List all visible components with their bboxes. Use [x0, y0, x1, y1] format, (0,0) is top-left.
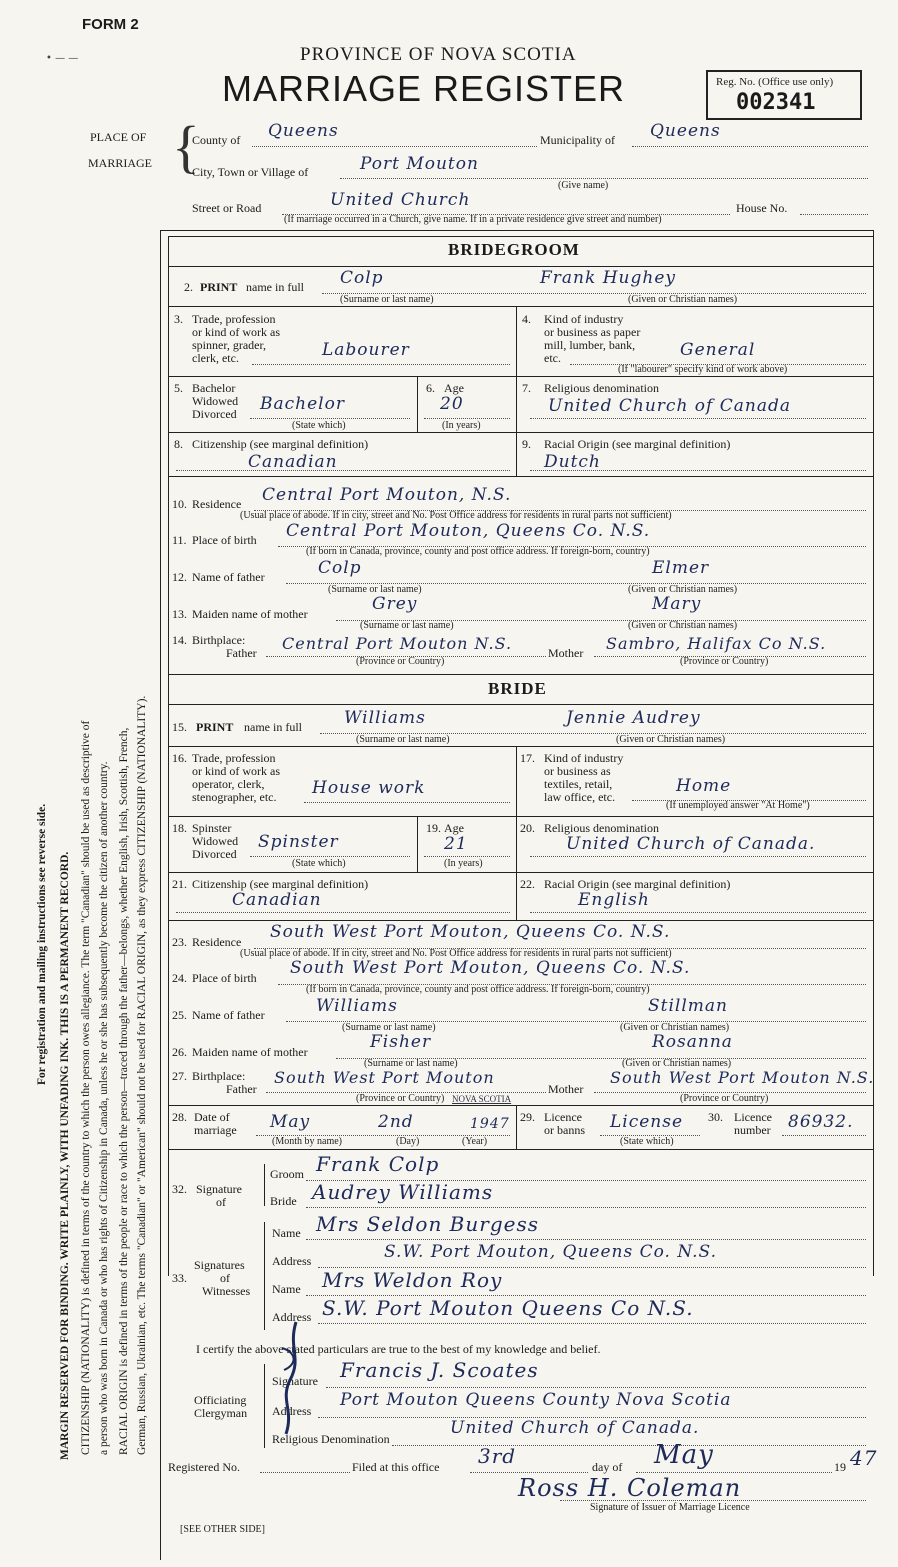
b-bp-mother-caption: (Province or Country) [680, 1093, 769, 1104]
s-w2-name-label: Name [272, 1282, 301, 1296]
b-mother-birthplace: South West Port Mouton N.S. [610, 1068, 875, 1087]
g-ind-l3: mill, lumber, bank, [544, 338, 636, 352]
g-item-8-num: 8. [174, 437, 183, 451]
g-item-5-num: 5. [174, 381, 183, 395]
b-status-l3: Divorced [192, 847, 237, 861]
g-race-label: Racial Origin (see marginal definition) [544, 437, 731, 451]
g-age-caption: (In years) [442, 420, 481, 431]
g-religion-label: Religious denomination [544, 381, 659, 395]
filed-month: May [654, 1440, 714, 1470]
b-ind-l1: Kind of industry [544, 751, 624, 765]
section-bride: BRIDE [488, 679, 547, 698]
b-race-label: Racial Origin (see marginal definition) [544, 877, 731, 891]
g-status-l2: Widowed [192, 394, 239, 408]
g-mother-birthplace: Sambro, Halifax Co N.S. [606, 634, 827, 653]
g-age-label: Age [444, 381, 464, 395]
municipality-label: Municipality of [540, 133, 615, 147]
s-bride-label: Bride [270, 1194, 297, 1208]
s-witness1-name: Mrs Seldon Burgess [316, 1212, 539, 1236]
g-status-l3: Divorced [192, 407, 237, 421]
s-off-l1: Officiating [194, 1393, 247, 1407]
m-licence-number: 86932. [788, 1112, 854, 1132]
b-age-caption: (In years) [444, 858, 483, 869]
g-item-14-num: 14. [172, 633, 187, 647]
sidebar-racial-def-1: RACIAL ORIGIN is defined in terms of the people or race to which the person—traced through the father—belongs, whether English, Irish, Scottish, French, [118, 727, 130, 1455]
g-print-label: PRINT [200, 280, 238, 294]
b-pob-label: Place of birth [192, 971, 257, 985]
s-w1-address-label: Address [272, 1254, 312, 1268]
year-prefix: 19 [834, 1460, 846, 1474]
b-mother-surname: Fisher [370, 1032, 432, 1052]
m-num-l1: Licence [734, 1110, 772, 1124]
g-father-given: Elmer [652, 558, 710, 578]
sidebar-margin-note: MARGIN RESERVED FOR BINDING. WRITE PLAINLY, WITH UNFADING INK. THIS IS A PERMANENT RECORD. [59, 851, 71, 1460]
g-trade-l2: or kind of work as [192, 325, 280, 339]
g-item-11-num: 11. [172, 533, 187, 547]
reg-number-label: Reg. No. (Office use only) [716, 76, 834, 88]
b-surname: Williams [344, 708, 426, 728]
s-witness2-address: S.W. Port Mouton Queens Co N.S. [322, 1296, 694, 1320]
punch-mark: • — — [46, 53, 79, 64]
m-lic-l2: or banns [544, 1123, 585, 1137]
b-mother-s-caption: (Surname or last name) [364, 1058, 458, 1069]
b-item-25-num: 25. [172, 1008, 187, 1022]
b-industry-value: Home [676, 776, 732, 796]
g-father-s-caption: (Surname or last name) [328, 584, 422, 595]
street-label: Street or Road [192, 201, 262, 215]
certify-text: I certify the above stated particulars are true to the best of my knowledge and belief. [196, 1342, 601, 1356]
b-item-21-num: 21. [172, 877, 187, 891]
g-bp-father-caption: (Province or Country) [356, 656, 445, 667]
g-religion-value: United Church of Canada [548, 396, 791, 416]
s-sig-l1: Signature [196, 1182, 242, 1196]
s-w2-address-label: Address [272, 1310, 312, 1324]
pen-flourish-graphic [266, 1318, 312, 1438]
g-ind-l2: or business as paper [544, 325, 641, 339]
g-item-13-num: 13. [172, 607, 187, 621]
g-bp-mother-label: Mother [548, 646, 584, 660]
g-mother-s-caption: (Surname or last name) [360, 620, 454, 631]
m-num-l2: number [734, 1123, 771, 1137]
place-heading-2: MARRIAGE [88, 156, 153, 170]
s-item-32-num: 32. [172, 1182, 187, 1196]
filed-day: 3rd [478, 1444, 517, 1468]
b-item-20-num: 20. [520, 821, 535, 835]
g-item-10-num: 10. [172, 497, 187, 511]
b-bp-father-label: Father [226, 1082, 257, 1096]
g-surname-caption: (Surname or last name) [340, 294, 434, 305]
b-cit-label: Citizenship (see marginal definition) [192, 877, 369, 891]
street-caption: (If marriage occurred in a Church, give name. If in a private residence give street and number) [284, 214, 662, 225]
street-value: United Church [330, 190, 471, 210]
s-clergy-signature: Francis J. Scoates [340, 1358, 539, 1382]
filed-label: Filed at this office [352, 1460, 440, 1474]
b-religion-value: United Church of Canada. [566, 834, 816, 854]
b-trade-value: House work [312, 778, 426, 798]
s-groom-label: Groom [270, 1167, 304, 1181]
b-age-value: 21 [444, 834, 468, 854]
b-residence-label: Residence [192, 935, 242, 949]
reg-number-value: 002341 [736, 90, 816, 115]
b-name-label: name in full [244, 720, 302, 734]
g-pob-caption: (If born in Canada, province, county and post office address. If foreign-born, country) [306, 546, 650, 557]
b-status-value: Spinster [258, 832, 339, 852]
g-residence-caption: (Usual place of abode. If in city, street and No. Post Office address for residents in rural parts not sufficient) [240, 510, 672, 521]
b-trade-l4: stenographer, etc. [192, 790, 277, 804]
frame-left-border [160, 230, 161, 1560]
g-cit-label: Citizenship (see marginal definition) [192, 437, 369, 451]
g-mother-g-caption: (Given or Christian names) [628, 620, 738, 631]
s-bride-signature: Audrey Williams [312, 1180, 494, 1204]
b-ind-l3: textiles, retail, [544, 777, 613, 791]
m-year-caption: (Year) [462, 1136, 488, 1147]
day-of-label: day of [592, 1460, 623, 1474]
g-residence-value: Central Port Mouton, N.S. [262, 485, 512, 505]
b-trade-l3: operator, clerk, [192, 777, 265, 791]
m-date-l2: marriage [194, 1123, 237, 1137]
b-mother-label: Maiden name of mother [192, 1045, 308, 1059]
g-item-6-num: 6. [426, 381, 435, 395]
b-item-23-num: 23. [172, 935, 187, 949]
b-bp-country-stamp: NOVA SCOTIA [452, 1094, 512, 1104]
g-status-value: Bachelor [260, 394, 345, 414]
house-label: House No. [736, 201, 788, 215]
g-status-l1: Bachelor [192, 381, 236, 395]
g-age-value: 20 [440, 394, 464, 414]
g-pob-label: Place of birth [192, 533, 257, 547]
sidebar-citizenship-def-2: a person who was born in Canada or who has rights of Citizenship in Canada, unless he or she has subsequently become the citizen of another country. [98, 761, 110, 1455]
b-citizenship-value: Canadian [232, 890, 322, 910]
municipality-value: Queens [650, 121, 721, 141]
s-clergy-sig-label: Signature [272, 1374, 318, 1388]
s-clergy-religion: United Church of Canada. [450, 1418, 700, 1438]
sidebar-racial-def-2: German, Russian, Ukrainian, etc. The terms "Canadian" or "American" should not be used for RACIAL ORIGIN, as they express CITIZENSHIP (NATIONALITY). [136, 695, 148, 1455]
g-father-label: Name of father [192, 570, 265, 584]
sidebar-instructions: For registration and mailing instructions see reverse side. [36, 803, 48, 1085]
issuer-caption: Signature of Issuer of Marriage Licence [590, 1502, 750, 1513]
g-item-7-num: 7. [522, 381, 531, 395]
b-father-given: Stillman [648, 996, 728, 1016]
b-religion-label: Religious denomination [544, 821, 659, 835]
m-year: 1947 [470, 1116, 510, 1132]
b-birthplace-label: Birthplace: [192, 1069, 246, 1083]
g-industry-value: General [680, 340, 756, 360]
b-mother-given: Rosanna [652, 1032, 733, 1052]
g-father-birthplace: Central Port Mouton N.S. [282, 634, 513, 653]
m-item-30-num: 30. [708, 1110, 723, 1124]
b-trade-l1: Trade, profession [192, 751, 276, 765]
s-clergy-address: Port Mouton Queens County Nova Scotia [340, 1390, 732, 1410]
g-name-label: name in full [246, 280, 304, 294]
b-ind-l4: law office, etc. [544, 790, 616, 804]
g-bp-mother-caption: (Province or Country) [680, 656, 769, 667]
m-day: 2nd [378, 1112, 414, 1132]
s-groom-signature: Frank Colp [316, 1152, 440, 1176]
b-bp-father-caption: (Province or Country) [356, 1093, 445, 1104]
b-item-26-num: 26. [172, 1045, 187, 1059]
b-trade-l2: or kind of work as [192, 764, 280, 778]
g-trade-l1: Trade, profession [192, 312, 276, 326]
b-ind-l2: or business as [544, 764, 611, 778]
see-other-side: [SEE OTHER SIDE] [180, 1524, 265, 1535]
m-lic-l1: Licence [544, 1110, 582, 1124]
b-given: Jennie Audrey [566, 708, 701, 728]
b-age-label: Age [444, 821, 464, 835]
g-ind-l4: etc. [544, 351, 561, 365]
g-father-g-caption: (Given or Christian names) [628, 584, 738, 595]
county-label: County of [192, 133, 241, 147]
b-status-caption: (State which) [292, 858, 346, 869]
g-bp-father-label: Father [226, 646, 257, 660]
g-mother-given: Mary [652, 594, 702, 614]
g-residence-label: Residence [192, 497, 242, 511]
sidebar-citizenship-def-1: CITIZENSHIP (NATIONALITY) is defined in terms of the country to which the person owes allegiance. The term "Canadian" should be used as descriptive of [80, 720, 92, 1455]
g-industry-caption: (If "labourer" specify kind of work above) [618, 364, 788, 375]
g-item-2-num: 2. [184, 280, 193, 294]
g-birthplace-label: Birthplace: [192, 633, 246, 647]
section-bridegroom: BRIDEGROOM [448, 240, 580, 259]
b-racial-value: English [578, 890, 650, 910]
b-status-l2: Widowed [192, 834, 239, 848]
city-label: City, Town or Village of [192, 165, 309, 179]
b-residence-caption: (Usual place of abode. If in city, street and No. Post Office address for residents in rural parts not sufficient) [240, 948, 672, 959]
g-status-caption: (State which) [292, 420, 346, 431]
g-surname: Colp [340, 268, 384, 288]
b-item-27-num: 27. [172, 1069, 187, 1083]
g-father-surname: Colp [318, 558, 362, 578]
m-licence-caption: (State which) [620, 1136, 674, 1147]
s-wit-l2: of [220, 1271, 230, 1285]
b-bp-mother-label: Mother [548, 1082, 584, 1096]
m-month-caption: (Month by name) [272, 1136, 342, 1147]
b-pob-value: South West Port Mouton, Queens Co. N.S. [290, 958, 691, 978]
g-trade-l3: spinner, grader, [192, 338, 267, 352]
b-surname-caption: (Surname or last name) [356, 734, 450, 745]
b-father-surname: Williams [316, 996, 398, 1016]
page-title: MARRIAGE REGISTER [222, 68, 626, 109]
province-heading: PROVINCE OF NOVA SCOTIA [300, 44, 577, 65]
city-value: Port Mouton [360, 154, 479, 174]
b-print-label: PRINT [196, 720, 234, 734]
b-residence-value: South West Port Mouton, Queens Co. N.S. [270, 922, 671, 942]
b-father-label: Name of father [192, 1008, 265, 1022]
place-heading-1: PLACE OF [90, 130, 147, 144]
s-clergy-address-label: Address [272, 1404, 312, 1418]
b-father-g-caption: (Given or Christian names) [620, 1022, 730, 1033]
b-item-17-num: 17. [520, 751, 535, 765]
g-trade-value: Labourer [322, 340, 410, 360]
s-sig-l2: of [216, 1195, 226, 1209]
county-value: Queens [268, 121, 339, 141]
g-ind-l1: Kind of industry [544, 312, 624, 326]
g-trade-l4: clerk, etc. [192, 351, 239, 365]
b-father-s-caption: (Surname or last name) [342, 1022, 436, 1033]
g-mother-surname: Grey [372, 594, 418, 614]
s-wit-l3: Witnesses [202, 1284, 251, 1298]
g-item-12-num: 12. [172, 570, 187, 584]
s-witness2-name: Mrs Weldon Roy [322, 1268, 503, 1292]
filed-year: 47 [850, 1446, 878, 1470]
b-mother-g-caption: (Given or Christian names) [622, 1058, 732, 1069]
m-item-29-num: 29. [520, 1110, 535, 1124]
m-day-caption: (Day) [396, 1136, 420, 1147]
g-item-3-num: 3. [174, 312, 183, 326]
s-off-l2: Clergyman [194, 1406, 248, 1420]
b-status-l1: Spinster [192, 821, 232, 835]
issuer-signature: Ross H. Coleman [518, 1474, 742, 1502]
g-pob-value: Central Port Mouton, Queens Co. N.S. [286, 521, 651, 541]
b-item-24-num: 24. [172, 971, 187, 985]
b-item-19-num: 19. [426, 821, 441, 835]
place-brace: { [172, 114, 200, 179]
m-month: May [270, 1112, 311, 1132]
m-licence-type: License [610, 1112, 684, 1132]
b-father-birthplace: South West Port Mouton [274, 1068, 495, 1087]
registered-no-label: Registered No. [168, 1460, 240, 1474]
s-item-33-num: 33. [172, 1271, 187, 1285]
s-witness1-address: S.W. Port Mouton, Queens Co. N.S. [384, 1242, 717, 1262]
s-clergy-relig-label: Religious Denomination [272, 1432, 390, 1446]
g-given-caption: (Given or Christian names) [628, 294, 738, 305]
g-racial-value: Dutch [544, 452, 601, 472]
b-industry-caption: (If unemployed answer "At Home") [666, 800, 810, 811]
give-name-caption: (Give name) [558, 180, 609, 191]
b-item-16-num: 16. [172, 751, 187, 765]
b-item-18-num: 18. [172, 821, 187, 835]
s-w1-name-label: Name [272, 1226, 301, 1240]
g-given: Frank Hughey [540, 268, 676, 288]
b-item-22-num: 22. [520, 877, 535, 891]
m-item-28-num: 28. [172, 1110, 187, 1124]
b-pob-caption: (If born in Canada, province, county and post office address. If foreign-born, country) [306, 984, 650, 995]
b-item-15-num: 15. [172, 720, 187, 734]
g-item-4-num: 4. [522, 312, 531, 326]
s-wit-l1: Signatures [194, 1258, 245, 1272]
b-given-caption: (Given or Christian names) [616, 734, 726, 745]
g-mother-label: Maiden name of mother [192, 607, 308, 621]
m-date-l1: Date of [194, 1110, 230, 1124]
form-number: FORM 2 [82, 16, 139, 33]
g-citizenship-value: Canadian [248, 452, 338, 472]
g-item-9-num: 9. [522, 437, 531, 451]
